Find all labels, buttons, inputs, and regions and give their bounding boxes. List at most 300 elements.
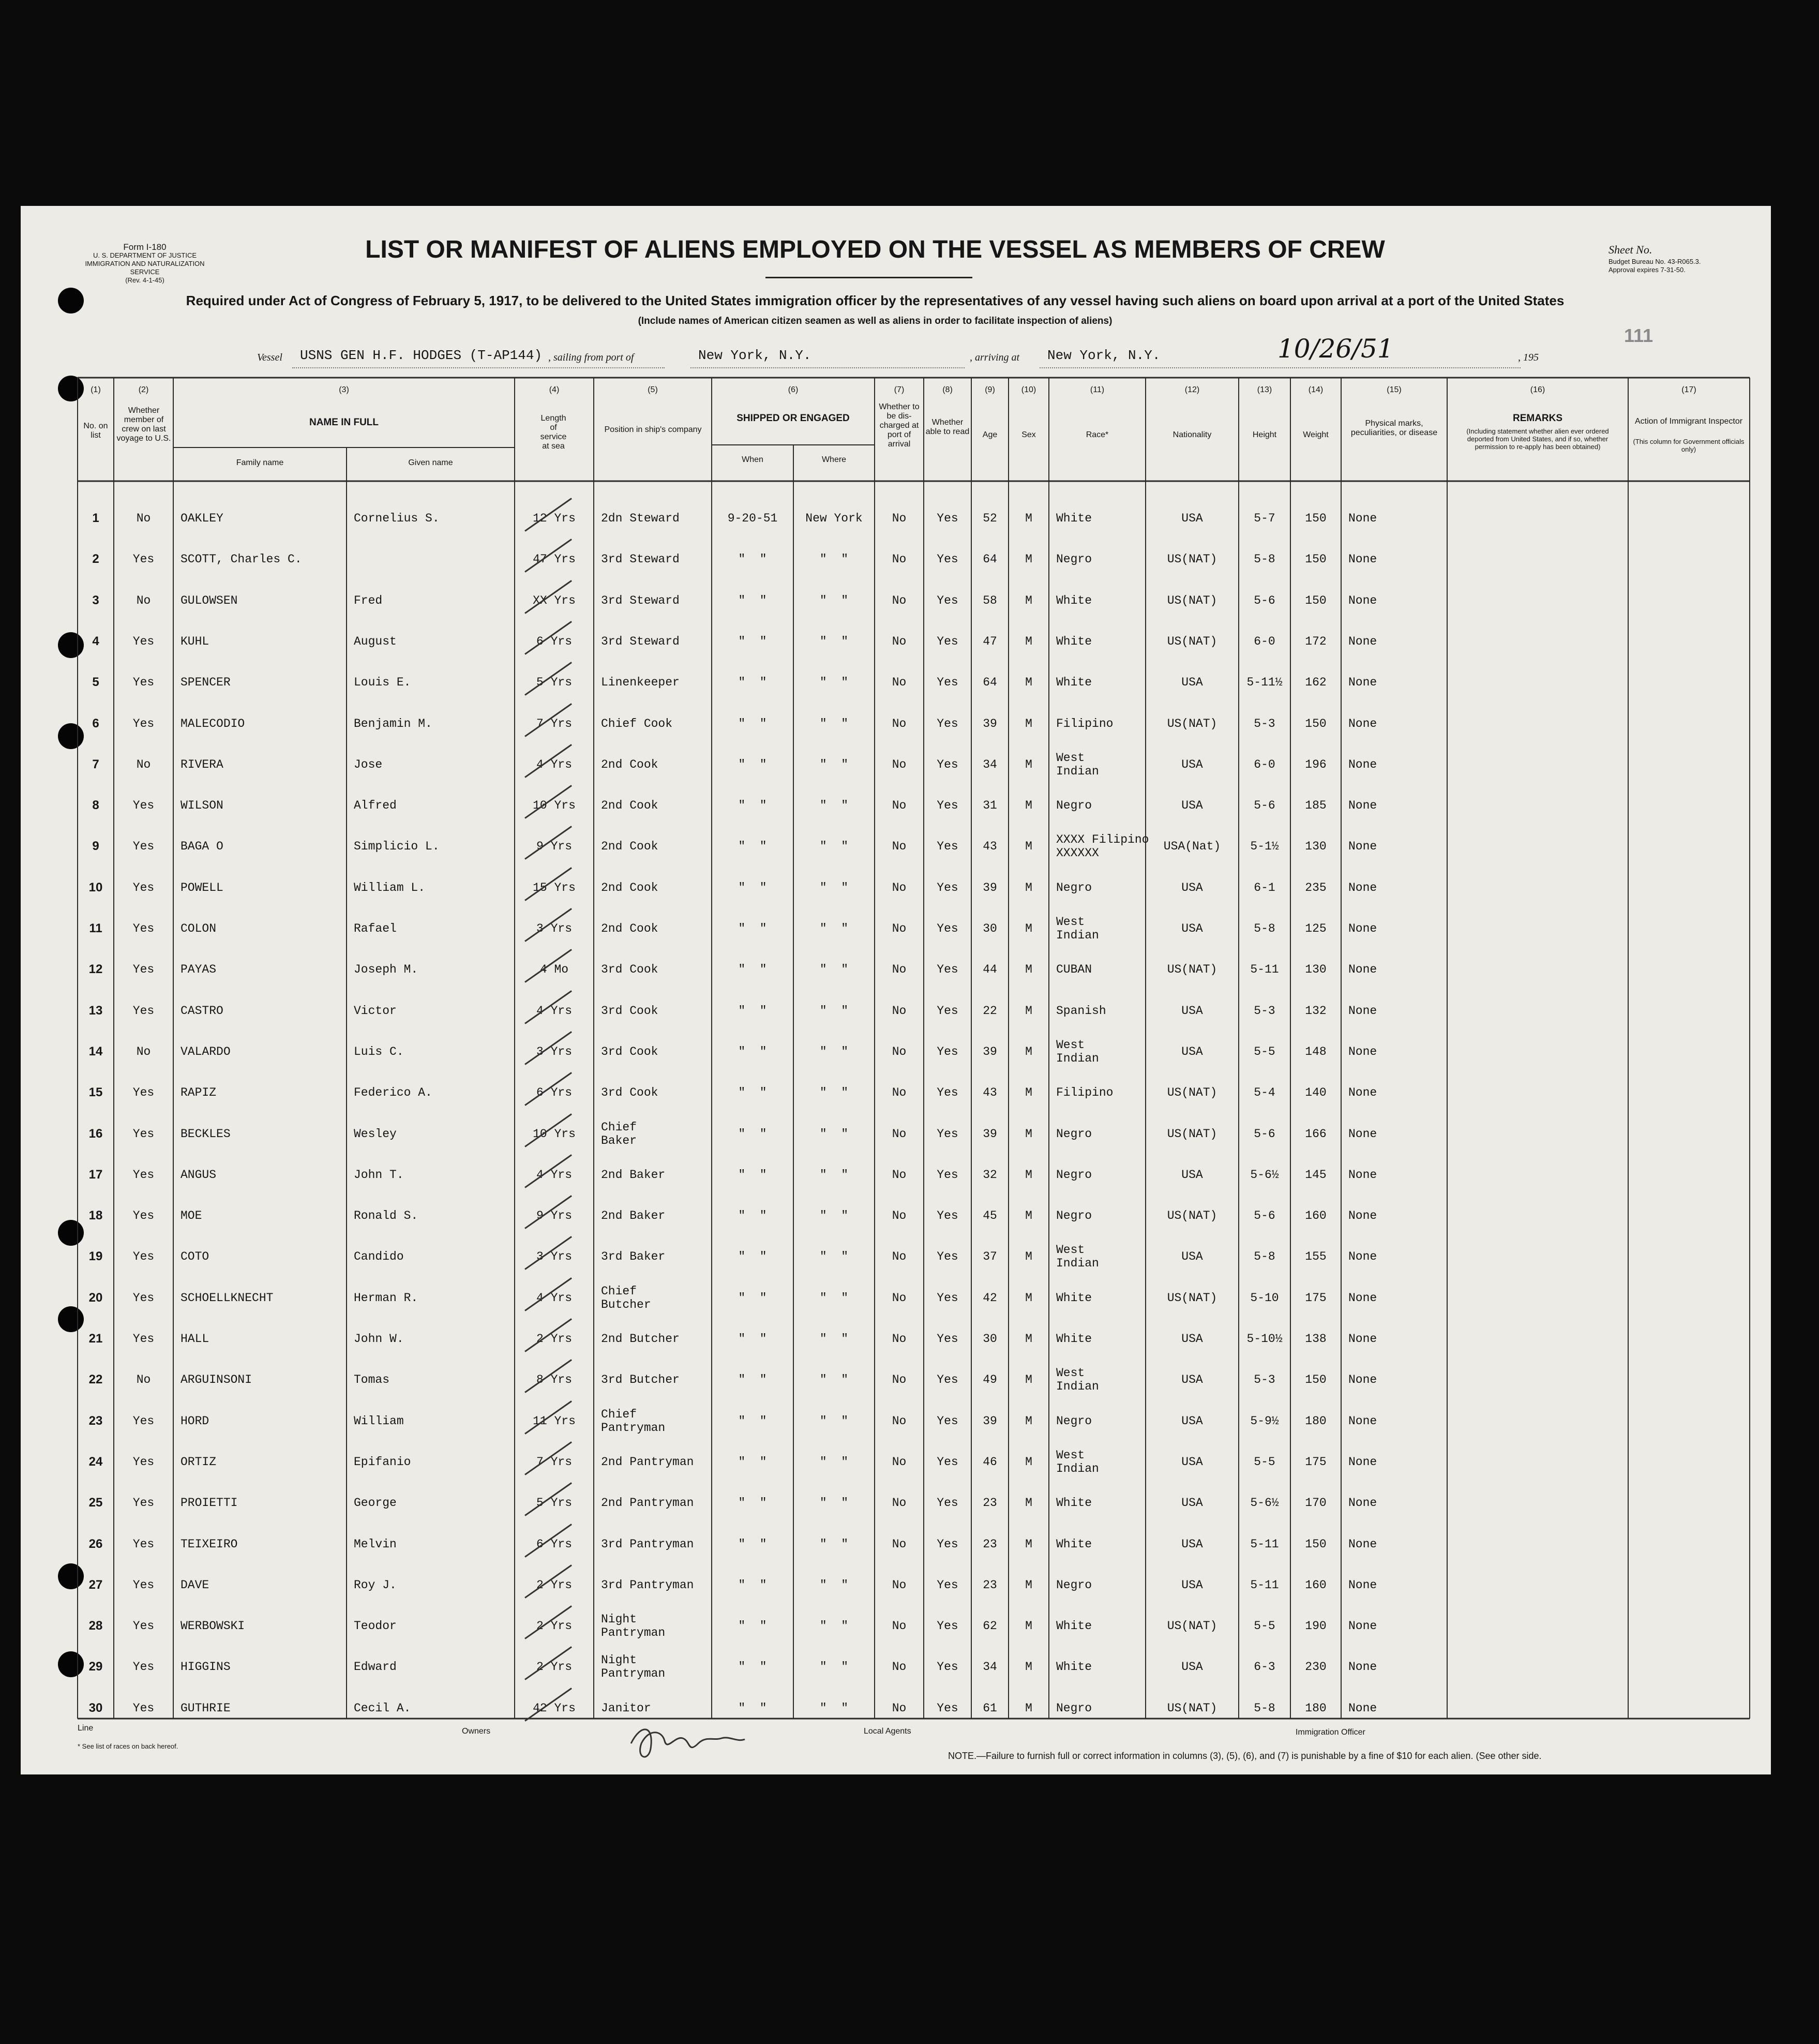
shipped-where-cell: " " [819, 1004, 849, 1018]
discharge-cell: No [892, 1660, 907, 1674]
footer-note: NOTE.—Failure to furnish full or correct information in columns (3), (5), (6), and (7) is punishable by a fine of $10 for each alien. (See other side. [948, 1751, 1542, 1761]
sex-cell: M [1025, 1660, 1032, 1674]
shipped-where-cell: " " [819, 1496, 849, 1510]
discharge-cell: No [892, 634, 907, 648]
shipped-when-cell: " " [738, 553, 767, 566]
weight-cell: 150 [1305, 1373, 1327, 1387]
able-to-read-cell: Yes [937, 1619, 958, 1633]
weight-cell: 132 [1305, 1004, 1327, 1018]
family-name-cell: PAYAS [181, 963, 217, 977]
table-row [0, 1401, 1819, 1441]
form-number: Form I-180 [123, 242, 167, 252]
age-cell: 30 [983, 1332, 997, 1346]
age-cell: 42 [983, 1291, 997, 1305]
given-name-cell: William L. [354, 881, 426, 894]
weight-cell: 235 [1305, 881, 1327, 894]
shipped-when-cell: " " [738, 757, 767, 771]
subtitle-note: (Include names of American citizen seamen as well as aliens in order to facilitate inspection of aliens) [638, 316, 1113, 326]
able-to-read-cell: Yes [937, 1332, 958, 1346]
able-to-read-cell: Yes [937, 1291, 958, 1305]
age-cell: 64 [983, 553, 997, 566]
service-length-cell: 4 Yrs [536, 1004, 572, 1018]
age-cell: 22 [983, 1004, 997, 1018]
age-cell: 34 [983, 1660, 997, 1674]
age-cell: 64 [983, 676, 997, 690]
physical-marks-cell: None [1348, 840, 1377, 854]
last-voyage-cell: No [136, 1373, 151, 1387]
nationality-cell: US(NAT) [1167, 593, 1217, 607]
given-name-cell: Cecil A. [354, 1701, 411, 1715]
able-to-read-cell: Yes [937, 1209, 958, 1223]
weight-cell: 230 [1305, 1660, 1327, 1674]
row-number: 7 [92, 757, 99, 771]
sex-cell: M [1025, 1086, 1032, 1100]
shipped-where-cell: " " [819, 1578, 849, 1592]
table-row [0, 1688, 1819, 1728]
family-name-cell: ANGUS [181, 1168, 217, 1182]
age-cell: 43 [983, 840, 997, 854]
last-voyage-cell: Yes [132, 922, 155, 935]
sex-cell: M [1025, 593, 1032, 607]
shipped-where-cell: " " [819, 1209, 849, 1223]
nationality-cell: USA [1181, 1455, 1203, 1469]
able-to-read-cell: Yes [937, 757, 958, 771]
age-cell: 43 [983, 1086, 997, 1100]
position-cell: 3rd Cook [601, 1004, 658, 1018]
footer-local-agents-label: Local Agents [864, 1727, 911, 1736]
able-to-read-cell: Yes [937, 1373, 958, 1387]
last-voyage-cell: Yes [132, 1209, 155, 1223]
discharge-cell: No [892, 1086, 907, 1100]
weight-cell: 162 [1305, 676, 1327, 690]
discharge-cell: No [892, 1496, 907, 1510]
age-cell: 30 [983, 922, 997, 935]
row-number: 28 [88, 1619, 103, 1633]
discharge-cell: No [892, 1250, 907, 1264]
table-row [0, 1606, 1819, 1646]
row-number: 1 [92, 511, 99, 525]
discharge-cell: No [892, 1414, 907, 1428]
table-row [0, 908, 1819, 949]
height-cell: 6-0 [1254, 634, 1275, 648]
shipped-where-cell: " " [819, 1455, 849, 1469]
family-name-cell: ARGUINSONI [181, 1373, 252, 1387]
nationality-cell: US(NAT) [1167, 553, 1217, 566]
given-name-cell: Benjamin M. [354, 717, 432, 730]
last-voyage-cell: Yes [132, 1127, 155, 1141]
nationality-cell: USA [1181, 676, 1203, 690]
able-to-read-cell: Yes [937, 593, 958, 607]
given-name-cell: Louis E. [354, 676, 411, 690]
race-cell: Negro [1056, 1209, 1092, 1223]
weight-cell: 180 [1305, 1414, 1327, 1428]
family-name-cell: GULOWSEN [181, 593, 238, 607]
row-number: 24 [88, 1454, 103, 1469]
given-name-cell: Epifanio [354, 1455, 411, 1469]
able-to-read-cell: Yes [937, 1004, 958, 1018]
weight-cell: 130 [1305, 840, 1327, 854]
shipped-when-cell: " " [738, 1004, 767, 1018]
discharge-cell: No [892, 881, 907, 894]
age-cell: 52 [983, 512, 997, 525]
race-cell: White [1056, 1332, 1092, 1346]
height-cell: 5-5 [1254, 1619, 1275, 1633]
able-to-read-cell: Yes [937, 922, 958, 935]
discharge-cell: No [892, 512, 907, 525]
weight-cell: 148 [1305, 1045, 1327, 1058]
col-num-4: (4) [549, 385, 560, 394]
last-voyage-cell: No [136, 757, 151, 771]
given-name-cell: Cornelius S. [354, 512, 440, 525]
physical-marks-cell: None [1348, 634, 1377, 648]
service-length-cell: 6 Yrs [536, 634, 572, 648]
given-name-cell: Jose [354, 757, 383, 771]
service-length-cell: 3 Yrs [536, 1250, 572, 1264]
last-voyage-cell: Yes [132, 1619, 155, 1633]
discharge-cell: No [892, 1209, 907, 1223]
nationality-cell: US(NAT) [1167, 1701, 1217, 1715]
physical-marks-cell: None [1348, 1250, 1377, 1264]
shipped-where-cell: " " [819, 963, 849, 977]
age-cell: 58 [983, 593, 997, 607]
position-cell: 3rd Butcher [601, 1373, 680, 1387]
sex-cell: M [1025, 717, 1032, 730]
col-num-16: (16) [1530, 385, 1545, 394]
row-number: 30 [88, 1700, 103, 1715]
shipped-where-cell: " " [819, 1045, 849, 1058]
table-row [0, 785, 1819, 826]
sex-cell: M [1025, 1004, 1032, 1018]
family-name-cell: SPENCER [181, 676, 231, 690]
sex-cell: M [1025, 1291, 1032, 1305]
table-row [0, 704, 1819, 744]
col-header-position: Position in ship's company [604, 425, 702, 434]
shipped-when-cell: " " [738, 593, 767, 607]
weight-cell: 175 [1305, 1455, 1327, 1469]
given-name-cell: Rafael [354, 922, 397, 935]
physical-marks-cell: None [1348, 717, 1377, 730]
row-number: 3 [92, 593, 99, 607]
given-name-cell: Teodor [354, 1619, 397, 1633]
weight-cell: 170 [1305, 1496, 1327, 1510]
sheet-number-label: Sheet No. [1608, 243, 1652, 256]
given-name-cell: William [354, 1414, 404, 1428]
row-number: 14 [88, 1044, 103, 1058]
race-cell: West Indian [1056, 1243, 1099, 1271]
table-row [0, 1647, 1819, 1687]
weight-cell: 145 [1305, 1168, 1327, 1182]
last-voyage-cell: Yes [132, 799, 155, 813]
family-name-cell: SCOTT, Charles C. [181, 553, 302, 566]
nationality-cell: USA [1181, 799, 1203, 813]
discharge-cell: No [892, 1291, 907, 1305]
sex-cell: M [1025, 1127, 1032, 1141]
col-header-weight: Weight [1303, 430, 1329, 439]
shipped-when-cell: " " [738, 1578, 767, 1592]
physical-marks-cell: None [1348, 1455, 1377, 1469]
sex-cell: M [1025, 1496, 1032, 1510]
physical-marks-cell: None [1348, 1168, 1377, 1182]
height-cell: 5-6 [1254, 593, 1275, 607]
table-row [0, 1072, 1819, 1113]
nationality-cell: USA [1181, 1168, 1203, 1182]
nationality-cell: USA [1181, 922, 1203, 935]
shipped-when-cell: " " [738, 1250, 767, 1264]
family-name-cell: RAPIZ [181, 1086, 217, 1100]
discharge-cell: No [892, 1045, 907, 1058]
sex-cell: M [1025, 1250, 1032, 1264]
last-voyage-cell: Yes [132, 1578, 155, 1592]
shipped-when-cell: " " [738, 1291, 767, 1305]
height-cell: 5-5 [1254, 1455, 1275, 1469]
given-name-cell: Roy J. [354, 1578, 397, 1592]
service-length-cell: 10 Yrs [533, 799, 576, 813]
service-length-cell: 4 Mo [539, 963, 569, 977]
height-cell: 5-1½ [1250, 840, 1279, 854]
shipped-where-cell: " " [819, 1537, 849, 1551]
physical-marks-cell: None [1348, 1045, 1377, 1058]
physical-marks-cell: None [1348, 1291, 1377, 1305]
nationality-cell: USA [1181, 1045, 1203, 1058]
arriving-port: New York, N.Y. [1047, 348, 1161, 363]
height-cell: 5-3 [1254, 717, 1275, 730]
given-name-cell: Victor [354, 1004, 397, 1018]
given-name-cell: Alfred [354, 799, 397, 813]
service-length-cell: 4 Yrs [536, 1291, 572, 1305]
service-length-cell: 8 Yrs [536, 1373, 572, 1387]
race-cell: White [1056, 676, 1092, 690]
physical-marks-cell: None [1348, 1660, 1377, 1674]
table-row [0, 1196, 1819, 1236]
vessel-name: USNS GEN H.F. HODGES (T-AP144) [300, 348, 543, 363]
col-num-12: (12) [1184, 385, 1200, 394]
shipped-where-cell: " " [819, 1619, 849, 1633]
col-header-given: Given name [408, 458, 453, 467]
given-name-cell: Fred [354, 593, 383, 607]
age-cell: 39 [983, 881, 997, 894]
weight-cell: 125 [1305, 922, 1327, 935]
height-cell: 5-6½ [1250, 1168, 1279, 1182]
discharge-cell: No [892, 840, 907, 854]
sex-cell: M [1025, 553, 1032, 566]
able-to-read-cell: Yes [937, 1168, 958, 1182]
service-length-cell: 9 Yrs [536, 840, 572, 854]
weight-cell: 150 [1305, 553, 1327, 566]
row-number: 22 [88, 1372, 103, 1387]
age-cell: 23 [983, 1496, 997, 1510]
race-cell: Filipino [1056, 1086, 1114, 1100]
sex-cell: M [1025, 1619, 1032, 1633]
nationality-cell: USA [1181, 512, 1203, 525]
service-length-cell: 2 Yrs [536, 1619, 572, 1633]
shipped-when-cell: " " [738, 1660, 767, 1674]
col-num-2: (2) [138, 385, 149, 394]
physical-marks-cell: None [1348, 1086, 1377, 1100]
race-cell: White [1056, 1496, 1092, 1510]
nationality-cell: USA [1181, 1332, 1203, 1346]
sex-cell: M [1025, 1578, 1032, 1592]
weight-cell: 175 [1305, 1291, 1327, 1305]
physical-marks-cell: None [1348, 881, 1377, 894]
table-row [0, 539, 1819, 579]
table-row [0, 1278, 1819, 1318]
shipped-when-cell: " " [738, 922, 767, 935]
physical-marks-cell: None [1348, 1373, 1377, 1387]
race-cell: Negro [1056, 553, 1092, 566]
vessel-label: Vessel [257, 352, 282, 363]
row-number: 13 [88, 1003, 103, 1018]
col-header-discharge: Whether to be dis-charged at port of arrival [879, 402, 920, 449]
owner-signature [626, 1712, 750, 1769]
row-number: 29 [88, 1660, 103, 1674]
row-number: 26 [88, 1536, 103, 1551]
height-cell: 5-6 [1254, 1209, 1275, 1223]
shipped-where-cell: " " [819, 840, 849, 854]
family-name-cell: COTO [181, 1250, 209, 1264]
given-name-cell: Edward [354, 1660, 397, 1674]
physical-marks-cell: None [1348, 1619, 1377, 1633]
col-header-remarks-note: (Including statement whether alien ever ordered deported from United States, and if so, whether permission to re-apply has been obtained) [1466, 427, 1609, 451]
physical-marks-cell: None [1348, 1332, 1377, 1346]
shipped-where-cell: " " [819, 634, 849, 648]
col-header-shipped-text: SHIPPED OR ENGAGED [736, 413, 850, 424]
family-name-cell: WERBOWSKI [181, 1619, 245, 1633]
shipped-when-cell: " " [738, 1455, 767, 1469]
able-to-read-cell: Yes [937, 1537, 958, 1551]
footer-owners-label: Owners [462, 1727, 491, 1736]
weight-cell: 150 [1305, 512, 1327, 525]
col-num-3: (3) [339, 385, 349, 394]
position-cell: 3rd Cook [601, 1045, 658, 1058]
discharge-cell: No [892, 963, 907, 977]
discharge-cell: No [892, 593, 907, 607]
table-row [0, 621, 1819, 662]
race-cell: Negro [1056, 881, 1092, 894]
row-number: 27 [88, 1577, 103, 1592]
discharge-cell: No [892, 1127, 907, 1141]
shipped-where-cell: " " [819, 922, 849, 935]
able-to-read-cell: Yes [937, 881, 958, 894]
table-row [0, 826, 1819, 867]
table-row [0, 744, 1819, 785]
age-cell: 39 [983, 1045, 997, 1058]
position-cell: 2nd Cook [601, 757, 658, 771]
race-cell: Filipino [1056, 717, 1114, 730]
sailing-port: New York, N.Y. [698, 348, 811, 363]
col-num-8: (8) [942, 385, 953, 394]
discharge-cell: No [892, 922, 907, 935]
shipped-where-cell: " " [819, 757, 849, 771]
col-num-17: (17) [1681, 385, 1696, 394]
position-cell: 2nd Pantryman [601, 1496, 694, 1510]
race-cell: Negro [1056, 1701, 1092, 1715]
row-number: 20 [88, 1290, 103, 1305]
able-to-read-cell: Yes [937, 1455, 958, 1469]
sex-cell: M [1025, 963, 1032, 977]
position-cell: 3rd Pantryman [601, 1537, 694, 1551]
nationality-cell: US(NAT) [1167, 634, 1217, 648]
family-name-cell: HIGGINS [181, 1660, 231, 1674]
race-cell: Negro [1056, 1127, 1092, 1141]
table-row [0, 662, 1819, 703]
sex-cell: M [1025, 1045, 1032, 1058]
able-to-read-cell: Yes [937, 1660, 958, 1674]
able-to-read-cell: Yes [937, 1414, 958, 1428]
age-cell: 44 [983, 963, 997, 977]
last-voyage-cell: Yes [132, 840, 155, 854]
physical-marks-cell: None [1348, 1004, 1377, 1018]
given-name-cell: Joseph M. [354, 963, 418, 977]
sex-cell: M [1025, 1537, 1032, 1551]
given-name-cell: Melvin [354, 1537, 397, 1551]
nationality-cell: USA(Nat) [1163, 840, 1221, 854]
col-header-name [173, 418, 515, 428]
position-cell: 3rd Cook [601, 963, 658, 977]
table-row [0, 1236, 1819, 1277]
shipped-where-cell: " " [819, 1086, 849, 1100]
height-cell: 6-3 [1254, 1660, 1275, 1674]
service-name: IMMIGRATION AND NATURALIZATION SERVICE [85, 260, 205, 276]
discharge-cell: No [892, 1373, 907, 1387]
footer-races-note: * See list of races on back hereof. [78, 1742, 178, 1750]
height-cell: 5-3 [1254, 1373, 1275, 1387]
table-row [0, 1319, 1819, 1359]
service-length-cell: 5 Yrs [536, 1496, 572, 1510]
shipped-when-cell: " " [738, 840, 767, 854]
table-row [0, 580, 1819, 621]
table-row [0, 1483, 1819, 1523]
shipped-where-cell: " " [819, 676, 849, 690]
service-length-cell: XX Yrs [533, 593, 576, 607]
race-cell: West Indian [1056, 1448, 1099, 1475]
physical-marks-cell: None [1348, 1414, 1377, 1428]
service-length-cell: 2 Yrs [536, 1578, 572, 1592]
family-name-cell: MALECODIO [181, 717, 245, 730]
family-name-cell: OAKLEY [181, 512, 223, 525]
position-cell: Chief Butcher [601, 1284, 651, 1311]
height-cell: 5-8 [1254, 553, 1275, 566]
shipped-when-cell: " " [738, 1701, 767, 1715]
age-cell: 39 [983, 1414, 997, 1428]
sex-cell: M [1025, 634, 1032, 648]
shipped-when-cell: " " [738, 1619, 767, 1633]
discharge-cell: No [892, 553, 907, 566]
height-cell: 5-6 [1254, 799, 1275, 813]
row-number: 16 [88, 1126, 103, 1141]
service-length-cell: 3 Yrs [536, 922, 572, 935]
nationality-cell: USA [1181, 1537, 1203, 1551]
position-cell: Linenkeeper [601, 676, 680, 690]
service-length-cell: 5 Yrs [536, 676, 572, 690]
discharge-cell: No [892, 1619, 907, 1633]
weight-cell: 150 [1305, 1537, 1327, 1551]
shipped-where-cell: " " [819, 1332, 849, 1346]
sex-cell: M [1025, 1332, 1032, 1346]
able-to-read-cell: Yes [937, 512, 958, 525]
col-header-sex: Sex [1021, 430, 1036, 439]
last-voyage-cell: Yes [132, 717, 155, 730]
row-number: 6 [92, 716, 99, 730]
col-num-1: (1) [91, 385, 101, 394]
age-cell: 23 [983, 1578, 997, 1592]
table-row [0, 1155, 1819, 1195]
nationality-cell: US(NAT) [1167, 963, 1217, 977]
service-length-cell: 4 Yrs [536, 757, 572, 771]
given-name-cell: Federico A. [354, 1086, 432, 1100]
shipped-when-cell: " " [738, 799, 767, 813]
position-cell: 2nd Cook [601, 799, 658, 813]
sex-cell: M [1025, 1701, 1032, 1715]
